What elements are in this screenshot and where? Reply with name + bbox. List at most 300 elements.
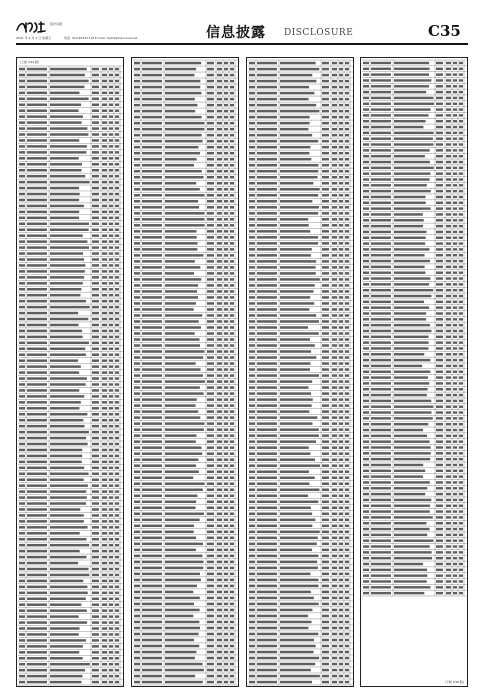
greeked-cell-text xyxy=(446,91,451,93)
greeked-cell-text xyxy=(19,74,25,76)
greeked-cell-text xyxy=(280,615,308,618)
greeked-cell-text xyxy=(142,272,162,275)
greeked-cell-text xyxy=(363,172,369,174)
greeked-cell-text xyxy=(102,657,107,659)
greeked-cell-text xyxy=(142,314,162,317)
greeked-cell-text xyxy=(363,237,369,239)
greeked-cell-text xyxy=(165,675,195,678)
greeked-cell-text xyxy=(446,254,451,256)
table-row xyxy=(363,172,463,174)
greeked-cell-text xyxy=(322,68,329,71)
table-row xyxy=(134,62,234,65)
greeked-cell-text xyxy=(459,586,463,588)
greeked-cell-text xyxy=(207,434,214,437)
greeked-cell-text xyxy=(165,146,198,149)
greeked-cell-text xyxy=(436,225,443,227)
greeked-cell-text xyxy=(446,505,451,507)
greeked-cell-text xyxy=(134,639,140,642)
greeked-cell-text xyxy=(142,194,162,197)
greeked-cell-text xyxy=(436,539,443,541)
table-row xyxy=(134,507,234,510)
greeked-cell-text xyxy=(165,308,194,311)
greeked-cell-text xyxy=(142,675,162,678)
greeked-cell-text xyxy=(332,531,337,534)
greeked-cell-text xyxy=(453,563,457,565)
table-row xyxy=(249,422,349,425)
greeked-cell-text xyxy=(165,657,195,660)
greeked-cell-text xyxy=(371,580,391,582)
greeked-cell-text xyxy=(371,499,391,501)
greeked-cell-text xyxy=(453,394,457,396)
greeked-cell-text xyxy=(230,344,234,347)
greeked-cell-text xyxy=(27,407,47,409)
greeked-cell-text xyxy=(50,473,89,475)
greeked-cell-text xyxy=(207,140,214,143)
greeked-cell-text xyxy=(115,246,119,248)
greeked-cell-text xyxy=(394,417,433,419)
greeked-cell-text xyxy=(453,289,457,291)
greeked-cell-text xyxy=(19,175,25,177)
greeked-cell-text xyxy=(446,580,451,582)
greeked-cell-text xyxy=(280,464,320,467)
greeked-cell-text xyxy=(332,621,337,624)
greeked-cell-text xyxy=(207,86,214,89)
table-row xyxy=(249,356,349,359)
greeked-cell-text xyxy=(27,371,47,373)
greeked-cell-text xyxy=(207,543,214,546)
greeked-cell-text xyxy=(363,289,369,291)
table-row xyxy=(249,531,349,534)
greeked-cell-text xyxy=(109,443,113,445)
table-row xyxy=(363,440,463,442)
greeked-cell-text xyxy=(102,419,107,421)
greeked-cell-text xyxy=(345,386,349,389)
greeked-cell-text xyxy=(134,525,140,528)
greeked-cell-text xyxy=(230,272,234,275)
greeked-cell-text xyxy=(224,380,228,383)
greeked-cell-text xyxy=(142,579,162,582)
table-row xyxy=(249,230,349,233)
table-row xyxy=(249,639,349,642)
greeked-cell-text xyxy=(217,434,222,437)
greeked-cell-text xyxy=(371,108,391,110)
greeked-cell-text xyxy=(230,633,234,636)
greeked-cell-text xyxy=(322,386,329,389)
greeked-cell-text xyxy=(322,549,329,552)
greeked-cell-text xyxy=(27,550,47,552)
greeked-cell-text xyxy=(92,181,99,183)
greeked-cell-text xyxy=(371,79,391,81)
greeked-cell-text xyxy=(459,283,463,285)
table-row xyxy=(134,464,234,467)
greeked-cell-text xyxy=(249,633,255,636)
greeked-cell-text xyxy=(345,669,349,672)
greeked-cell-text xyxy=(345,567,349,570)
table-row xyxy=(249,164,349,167)
greeked-cell-text xyxy=(217,663,222,666)
table-row xyxy=(134,140,234,143)
table-row xyxy=(134,633,234,636)
greeked-cell-text xyxy=(142,458,162,461)
greeked-cell-text xyxy=(280,344,315,347)
greeked-cell-text xyxy=(50,395,84,397)
greeked-cell-text xyxy=(50,127,87,129)
greeked-cell-text xyxy=(27,365,47,367)
greeked-cell-text xyxy=(115,455,119,457)
greeked-cell-text xyxy=(102,502,107,504)
greeked-cell-text xyxy=(446,172,451,174)
greeked-cell-text xyxy=(345,80,349,83)
greeked-cell-text xyxy=(332,507,337,510)
greeked-cell-text xyxy=(363,487,369,489)
greeked-cell-text xyxy=(280,513,312,516)
table-row xyxy=(249,597,349,600)
greeked-cell-text xyxy=(371,202,391,204)
greeked-cell-text xyxy=(332,639,337,642)
greeked-cell-text xyxy=(115,74,119,76)
greeked-cell-text xyxy=(230,152,234,155)
greeked-cell-text xyxy=(322,182,329,185)
table-row xyxy=(249,254,349,257)
table-row xyxy=(249,651,349,654)
greeked-cell-text xyxy=(339,663,343,666)
greeked-cell-text xyxy=(363,347,369,349)
greeked-cell-text xyxy=(459,411,463,413)
table-row xyxy=(19,407,119,409)
greeked-cell-text xyxy=(446,155,451,157)
greeked-cell-text xyxy=(322,374,329,377)
greeked-cell-text xyxy=(19,270,25,272)
greeked-cell-text xyxy=(109,336,113,338)
greeked-cell-text xyxy=(345,194,349,197)
greeked-cell-text xyxy=(134,458,140,461)
table-row xyxy=(363,400,463,402)
table-row xyxy=(249,386,349,389)
greeked-cell-text xyxy=(19,526,25,528)
greeked-cell-text xyxy=(345,543,349,546)
greeked-cell-text xyxy=(280,128,308,131)
greeked-cell-text xyxy=(217,200,222,203)
table-row xyxy=(363,97,463,99)
greeked-cell-text xyxy=(92,365,99,367)
greeked-cell-text xyxy=(230,362,234,365)
greeked-cell-text xyxy=(371,405,391,407)
greeked-cell-text xyxy=(115,681,119,683)
greeked-cell-text xyxy=(363,266,369,268)
greeked-cell-text xyxy=(332,332,337,335)
greeked-cell-text xyxy=(436,394,443,396)
greeked-cell-text xyxy=(322,152,329,155)
greeked-cell-text xyxy=(280,501,318,504)
greeked-cell-text xyxy=(322,561,329,564)
greeked-cell-text xyxy=(257,410,277,413)
greeked-cell-text xyxy=(102,205,107,207)
table-row xyxy=(249,272,349,275)
greeked-cell-text xyxy=(459,452,463,454)
greeked-cell-text xyxy=(249,615,255,618)
greeked-cell-text xyxy=(207,591,214,594)
greeked-cell-text xyxy=(207,386,214,389)
greeked-cell-text xyxy=(363,580,369,582)
greeked-cell-text xyxy=(27,681,47,683)
greeked-cell-text xyxy=(332,657,337,660)
greeked-cell-text xyxy=(459,190,463,192)
greeked-cell-text xyxy=(446,143,451,145)
greeked-cell-text xyxy=(134,314,140,317)
greeked-cell-text xyxy=(109,675,113,677)
greeked-cell-text xyxy=(345,230,349,233)
greeked-cell-text xyxy=(142,68,162,71)
greeked-cell-text xyxy=(224,627,228,630)
greeked-cell-text xyxy=(453,237,457,239)
greeked-cell-text xyxy=(249,501,255,504)
greeked-cell-text xyxy=(394,574,427,576)
greeked-cell-text xyxy=(207,332,214,335)
greeked-cell-text xyxy=(92,508,99,510)
greeked-cell-text xyxy=(102,270,107,272)
greeked-cell-text xyxy=(142,603,162,606)
greeked-cell-text xyxy=(371,528,391,530)
greeked-cell-text xyxy=(134,368,140,371)
greeked-cell-text xyxy=(453,79,457,81)
greeked-cell-text xyxy=(109,157,113,159)
greeked-cell-text xyxy=(436,557,443,559)
greeked-cell-text xyxy=(371,137,391,139)
greeked-cell-text xyxy=(280,537,318,540)
table-row xyxy=(134,188,234,191)
greeked-cell-text xyxy=(115,657,119,659)
greeked-cell-text xyxy=(446,499,451,501)
greeked-cell-text xyxy=(50,199,79,201)
greeked-cell-text xyxy=(257,555,277,558)
greeked-cell-text xyxy=(436,306,443,308)
greeked-cell-text xyxy=(339,446,343,449)
greeked-cell-text xyxy=(459,277,463,279)
greeked-cell-text xyxy=(453,91,457,93)
greeked-cell-text xyxy=(102,550,107,552)
greeked-cell-text xyxy=(453,580,457,582)
greeked-cell-text xyxy=(115,562,119,564)
greeked-cell-text xyxy=(207,110,214,113)
greeked-cell-text xyxy=(436,353,443,355)
greeked-cell-text xyxy=(207,464,214,467)
greeked-cell-text xyxy=(280,302,314,305)
greeked-cell-text xyxy=(257,531,277,534)
greeked-cell-text xyxy=(371,475,391,477)
greeked-cell-text xyxy=(142,555,162,558)
greeked-cell-text xyxy=(332,68,337,71)
greeked-cell-text xyxy=(436,452,443,454)
greeked-cell-text xyxy=(280,242,318,245)
table-row xyxy=(249,344,349,347)
greeked-cell-text xyxy=(92,473,99,475)
greeked-cell-text xyxy=(453,85,457,87)
greeked-cell-text xyxy=(27,336,47,338)
greeked-cell-text xyxy=(50,92,79,94)
greeked-cell-text xyxy=(19,586,25,588)
greeked-cell-text xyxy=(436,365,443,367)
greeked-cell-text xyxy=(332,476,337,479)
table-row xyxy=(134,494,234,497)
greeked-cell-text xyxy=(207,458,214,461)
greeked-cell-text xyxy=(436,318,443,320)
greeked-cell-text xyxy=(436,510,443,512)
greeked-cell-text xyxy=(345,224,349,227)
greeked-cell-text xyxy=(459,161,463,163)
greeked-cell-text xyxy=(371,312,391,314)
greeked-cell-text xyxy=(224,152,228,155)
greeked-cell-text xyxy=(142,338,162,341)
greeked-cell-text xyxy=(207,380,214,383)
greeked-cell-text xyxy=(224,194,228,197)
greeked-cell-text xyxy=(50,264,85,266)
greeked-cell-text xyxy=(332,488,337,491)
greeked-cell-text xyxy=(224,296,228,299)
greeked-cell-text xyxy=(92,252,99,254)
greeked-cell-text xyxy=(217,116,222,119)
greeked-cell-text xyxy=(280,200,312,203)
greeked-cell-text xyxy=(50,133,88,135)
greeked-cell-text xyxy=(142,80,162,83)
greeked-cell-text xyxy=(27,627,47,629)
greeked-cell-text xyxy=(363,458,369,460)
greeked-cell-text xyxy=(332,627,337,630)
greeked-cell-text xyxy=(230,555,234,558)
greeked-cell-text xyxy=(115,508,119,510)
greeked-cell-text xyxy=(371,539,391,541)
greeked-cell-text xyxy=(207,573,214,576)
greeked-cell-text xyxy=(27,223,47,225)
greeked-cell-text xyxy=(207,585,214,588)
greeked-cell-text xyxy=(217,374,222,377)
greeked-cell-text xyxy=(394,126,423,128)
greeked-cell-text xyxy=(224,86,228,89)
greeked-cell-text xyxy=(207,98,214,101)
greeked-cell-text xyxy=(459,545,463,547)
table-row xyxy=(363,505,463,507)
greeked-cell-text xyxy=(109,484,113,486)
table-row xyxy=(363,574,463,576)
greeked-cell-text xyxy=(363,382,369,384)
greeked-cell-text xyxy=(230,501,234,504)
greeked-cell-text xyxy=(257,218,277,221)
greeked-cell-text xyxy=(249,513,255,516)
greeked-cell-text xyxy=(332,116,337,119)
table-row xyxy=(134,344,234,347)
greeked-cell-text xyxy=(50,228,89,230)
greeked-cell-text xyxy=(134,591,140,594)
greeked-cell-text xyxy=(109,627,113,629)
table-row xyxy=(249,128,349,131)
greeked-cell-text xyxy=(371,411,391,413)
greeked-cell-text xyxy=(371,149,391,151)
greeked-cell-text xyxy=(224,104,228,107)
greeked-cell-text xyxy=(453,161,457,163)
table-row xyxy=(134,386,234,389)
greeked-cell-text xyxy=(371,376,391,378)
table-row xyxy=(363,196,463,198)
greeked-cell-text xyxy=(345,212,349,215)
greeked-cell-text xyxy=(115,437,119,439)
table-row xyxy=(249,507,349,510)
greeked-cell-text xyxy=(436,295,443,297)
table-row xyxy=(363,417,463,419)
greeked-cell-text xyxy=(446,103,451,105)
greeked-cell-text xyxy=(322,302,329,305)
greeked-cell-text xyxy=(217,338,222,341)
greeked-cell-text xyxy=(115,103,119,105)
greeked-cell-text xyxy=(322,158,329,161)
table-row xyxy=(249,236,349,239)
greeked-cell-text xyxy=(165,92,201,95)
greeked-cell-text xyxy=(446,470,451,472)
greeked-cell-text xyxy=(394,260,430,262)
greeked-cell-text xyxy=(165,603,194,606)
greeked-cell-text xyxy=(19,68,25,70)
greeked-cell-text xyxy=(280,164,318,167)
table-row xyxy=(363,330,463,332)
greeked-cell-text xyxy=(142,164,162,167)
greeked-cell-text xyxy=(217,314,222,317)
greeked-cell-text xyxy=(394,248,429,250)
greeked-cell-text xyxy=(102,234,107,236)
greeked-cell-text xyxy=(165,597,200,600)
greeked-cell-text xyxy=(50,526,88,528)
greeked-cell-text xyxy=(436,569,443,571)
greeked-cell-text xyxy=(50,633,79,635)
greeked-cell-text xyxy=(371,423,391,425)
greeked-cell-text xyxy=(280,296,310,299)
greeked-cell-text xyxy=(109,121,113,123)
greeked-cell-text xyxy=(142,158,162,161)
greeked-cell-text xyxy=(134,134,140,137)
greeked-cell-text xyxy=(207,320,214,323)
greeked-cell-text xyxy=(224,609,228,612)
greeked-cell-text xyxy=(345,603,349,606)
greeked-cell-text xyxy=(27,74,47,76)
greeked-cell-text xyxy=(134,260,140,263)
greeked-cell-text xyxy=(92,217,99,219)
greeked-cell-text xyxy=(280,212,318,215)
greeked-cell-text xyxy=(224,501,228,504)
table-row xyxy=(363,260,463,262)
table-row xyxy=(134,531,234,534)
greeked-cell-text xyxy=(207,266,214,269)
greeked-cell-text xyxy=(102,389,107,391)
greeked-cell-text xyxy=(27,621,47,623)
greeked-cell-text xyxy=(249,290,255,293)
greeked-cell-text xyxy=(339,549,343,552)
table-row xyxy=(134,579,234,582)
greeked-cell-text xyxy=(446,132,451,134)
greeked-cell-text xyxy=(92,133,99,135)
greeked-cell-text xyxy=(134,152,140,155)
greeked-cell-text xyxy=(322,368,329,371)
greeked-cell-text xyxy=(436,143,443,145)
greeked-cell-text xyxy=(332,669,337,672)
greeked-cell-text xyxy=(345,615,349,618)
table-row xyxy=(249,326,349,329)
greeked-cell-text xyxy=(249,134,255,137)
greeked-cell-text xyxy=(459,446,463,448)
greeked-cell-text xyxy=(453,260,457,262)
greeked-cell-text xyxy=(115,592,119,594)
greeked-cell-text xyxy=(230,164,234,167)
greeked-cell-text xyxy=(249,68,255,71)
greeked-cell-text xyxy=(224,242,228,245)
greeked-cell-text xyxy=(249,434,255,437)
greeked-cell-text xyxy=(217,332,222,335)
